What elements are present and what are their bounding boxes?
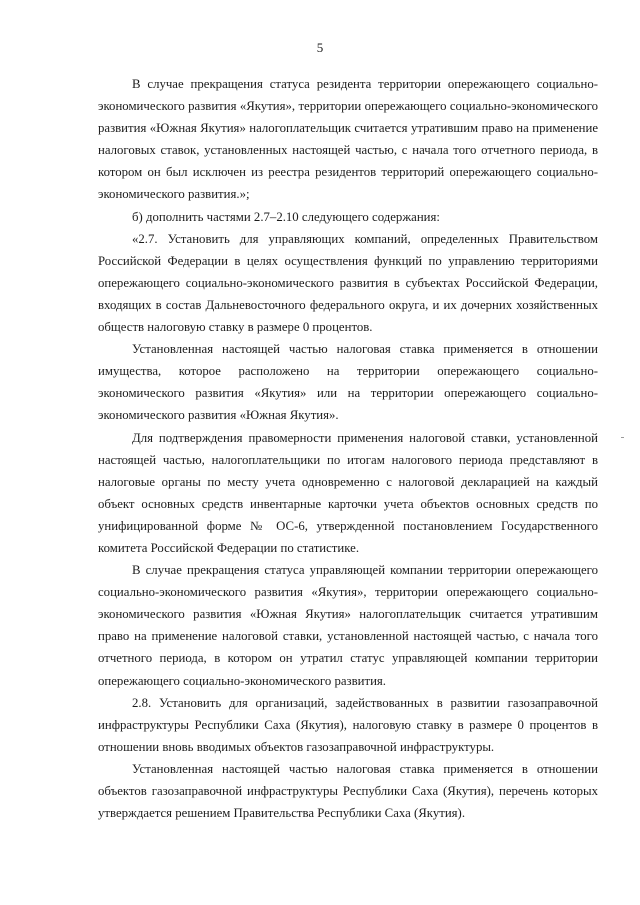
paragraph: Для подтверждения правомерности применения налоговой ставки, установленной настоящей частью, налогоплательщики по итогам налогового периода представляют в налоговые органы по месту учета одновременно с налоговой декларацией на каждый объект основных средств инвентарные карточки учета объектов основных средств по унифицированной форме № ОС-6, утвержденной постановлением Государственного комитета Российской Федерации по статистике.: [98, 430, 598, 555]
paragraph: В случае прекращения статуса управляющей компании территории опережающего социально-экономического развития «Якутия», территории опережающего социально-экономического развития «Южная Якутия» налогоплательщик считается утратившим право на применение налоговой ставки, установленной настоящей частью, с начала того отчетного периода, в котором он утратил статус управляющей компании территории опережающего социально-экономического развития.: [98, 563, 598, 688]
paragraph: Установленная настоящей частью налоговая ставка применяется в отношении имущества, которое расположено на территории опережающего социально-экономического развития «Якутия» или на территории опережающего социально-экономического развития «Южная Якутия».: [98, 342, 598, 423]
scan-artifact: [621, 437, 624, 438]
paragraph: Установленная настоящей частью налоговая ставка применяется в отношении объектов газозаправочной инфраструктуры Республики Саха (Якутия), перечень которых утверждается решением Правительства Республики Саха (Якутия).: [98, 761, 598, 821]
document-body: [98, 73, 598, 824]
paragraph: б) дополнить частями 2.7–2.10 следующего содержания:: [132, 209, 440, 224]
paragraph: В случае прекращения статуса резидента территории опережающего социально-экономического развития «Якутия», территории опережающего социально-экономического развития «Южная Якутия» налогоплательщик считается утратившим право на применение налоговых ставок, установленных настоящей частью, с начала того отчетного периода, в котором он был исключен из реестра резидентов территорий опережающего социально-экономического развития.»;: [98, 77, 598, 202]
page-number: 5: [316, 40, 324, 55]
paragraph: «2.7. Установить для управляющих компаний, определенных Правительством Российской Федерации в целях осуществления функций по управлению территориями опережающего социально-экономического развития в субъектах Российской Федерации, входящих в состав Дальневосточного федерального округа, и их дочерних хозяйственных обществ налоговую ставку в размере 0 процентов.: [98, 231, 598, 335]
paragraph: 2.8. Установить для организаций, задействованных в развитии газозаправочной инфраструктуры Республики Саха (Якутия), налоговую ставку в размере 0 процентов в отношении вновь вводимых объектов газозаправочной инфраструктуры.: [98, 695, 598, 754]
